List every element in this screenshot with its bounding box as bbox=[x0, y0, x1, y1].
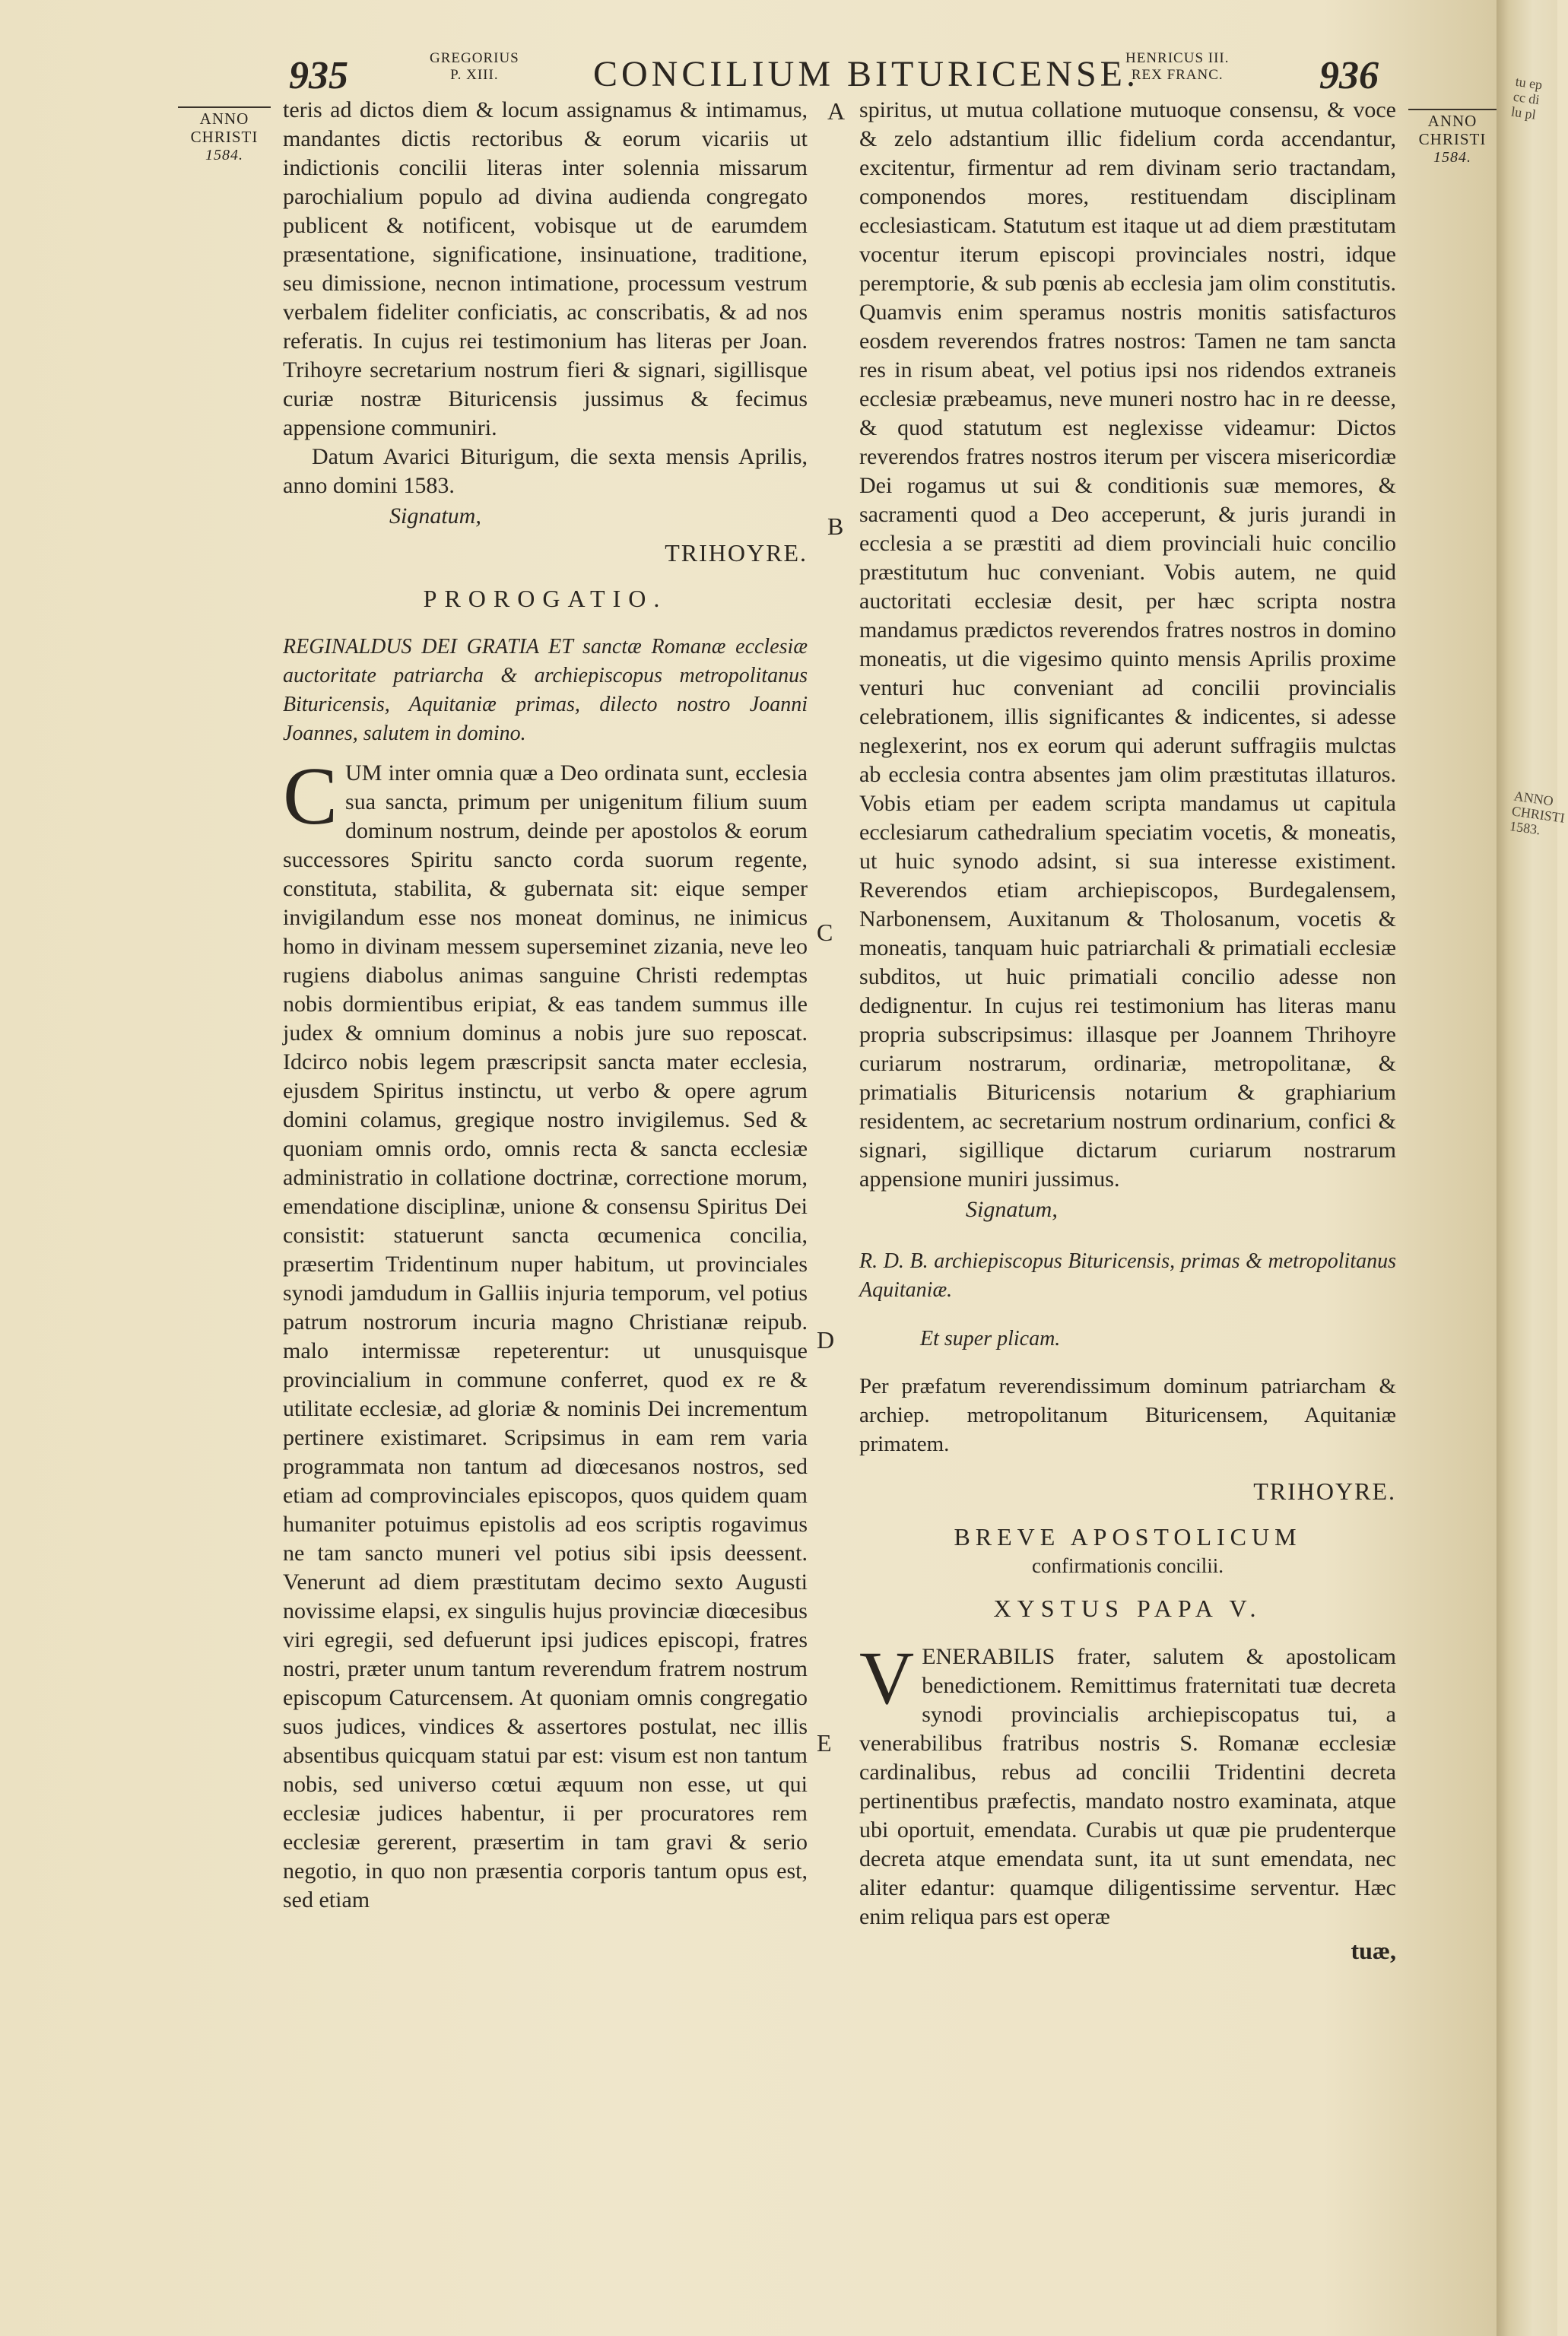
running-head-pope-name: GREGORIUS bbox=[430, 50, 519, 66]
prorogatio-text: UM inter omnia quæ a Deo ordinata sunt, ecclesia sua sancta, primum per unigenitum filium suum dominum nostrum, deinde per apostolos & eorum successores Spiritu sancto corda suorum regente, constituta, stabilita, & gubernata sit: eique semper invigilandum esse nos moneat dominus, ne inimicus homo in divinam messem superseminet zizania, neve leo rugiens diabolus animas sanguine Christi redemptas nobis dormientibus eripiat, & eas tandem summus ille judex & omnium dominus a nobis jure suo reposcat. Idcirco nobis legem præscripsit sancta mater ecclesia, ejusdem Spiritus instinctu, ut verbo & opere agrum domini colamus, gregique nostro invigilemus. Sed & quoniam omnis ordo, omnis recta & sancta ecclesiæ administratio in collatione doctrinæ, correctione morum, emendatione disciplinæ, unione & consensu Spiritus Dei consistit: statuerunt sancta œcumenica concilia, præsertim Tridentinum nuper habitum, ut provinciales synodi jamdudum in Galliis injuria temporum, vel potius patrum nostrorum incuria magno Christianæ reipub. malo intermissæ repeterentur: ut unusquisque provincialium in commune conferret, quod ex re & utilitate ecclesiæ, ad gloriæ & nominis Dei incrementum pertinere existimaret. Scripsimus in eam rem varia programmata non tantum ad diœcesanos nostros, sed etiam ad comprovinciales episcopos, quos quidem quam humaniter potuimus epistolis ad eos scriptis rogavimus ne tam sancto muneri vel potius sibi ipsis deessent. Venerunt ad diem præstitutam decimo sexto Augusti novissime elapsi, ex singulis hujus provinciæ diœcesibus viri egregii, sed defuerunt ipsi judices episcopi, fratres nostri, præter unum tantum reverendum fratrem nostrum episcopum Caturcensem. At quoniam omnis congregatio suos judices, vindices & assertores postulat, nec illis absentibus quicquam statui par est: visum est non tantum nobis, sed universo cœtui æquum non esse, ut qui ecclesiæ judices habentur, ii per procuratores rem ecclesiæ gererent, præsertim in tam gravi & serio negotio, in quo non præsentia corporis tantum opus est, sed etiam bbox=[283, 760, 808, 1912]
section-subheading-confirmationis: confirmationis concilii. bbox=[1032, 1554, 1224, 1577]
prorogatio-continuation: spiritus, ut mutua collatione mutuoque consensu, & voce & zelo adstantium illic fidelium corda accendantur, excitentur, firmentur ad rem divinam serio tractandam, componendos mores, restituendam disciplinam ecclesiasticam. Statutum est itaque ut ad diem præstitutam vocentur iterum episcopi provinciales nostri, idque peremptorie, & sub pœnis ab ecclesia jam olim constitutis. Quamvis enim speramus nostris monitis satisfacturos eosdem reverendos fratres nostros: Tamen ne tam sancta res in risum abeat, vel potius ipsi nos ridendos extraneis ecclesiæ præbeamus, neve muneri nostro hac in re deesse, & quod statutum est neglexisse videamur: Dictos reverendos fratres nostros iterum per viscera misericordiæ Dei rogamus ut sui & conditionis suæ memores, & sacramenti quod a Deo acceperunt, & juris jurandi in ecclesia a se præstiti ad diem provinciali huic concilio præstitutum huc conveniant. Vobis autem, ne quid auctoritati ecclesiæ desit, per hæc scripta nostra mandamus prædictos reverendos fratres nostros in domino moneatis, ut die vigesimo quinto mensis Aprilis proxime venturi huc conveniant ad concilii provincialis celebrationem, illis significantes & indicentes, si adesse neglexerint, nos ex eorum qui aderunt suffragiis mulctas ab ecclesia contra absentes jam olim præstitutas illaturos. Vobis etiam per eadem scripta mandamus ut capitula ecclesiarum cathedralium speciatim vocetis, & moneatis, ut huic synodo adsint, si sua interesse existiment. Reverendos etiam archiepiscopos, Burdegalensem, Narbonensem, Auxitanum & Tholosanum, vocetis & moneatis, tanquam huic patriarchali & primatiali ecclesiæ subditos, ut huic primatiali concilio adesse non dedignentur. In cujus rei testimonium has literas manu propria subscripsimus: illasque per Joannem Thrihoyre curiarum nostrarum, ordinariæ, metropolitanæ, & primatialis Bituricensis notarium & graphiarium residentem, ac secretarium nostrum ordinarium, confici & signari, sigillique dictarum curiarum nostrarum appensione muniri jussimus. bbox=[859, 97, 1396, 1192]
section-letter-d: D bbox=[817, 1326, 835, 1354]
running-head-king bbox=[1125, 50, 1230, 84]
page-gutter bbox=[1497, 0, 1566, 2336]
salutation-reginaldus: REGINALDUS DEI GRATIA ET sanctæ Romanæ ecclesiæ auctoritate patriarcha & archiepiscopus metropolitanus Bituricensis, Aquitaniæ primas, dilecto nostro Joanni Joannes, salutem in domino. bbox=[283, 635, 808, 745]
section-letter-e: E bbox=[817, 1729, 832, 1757]
breve-body bbox=[859, 1636, 1396, 1931]
section-heading-breve: BREVE APOSTOLICUM bbox=[954, 1523, 1302, 1550]
margin-note-anno: ANNO bbox=[178, 106, 271, 128]
running-head-pope-number: P. XIII. bbox=[450, 67, 499, 83]
margin-note-christi: CHRISTI bbox=[190, 128, 259, 146]
section-heading-prorogatio: PROROGATIO. bbox=[423, 585, 668, 612]
margin-note-christi: CHRISTI bbox=[1418, 130, 1487, 148]
breve-text: ENERABILIS frater, salutem & apostolicam benedictionem. Remittimus fraternitati tuæ decreta synodi provincialis archiepiscopatus tui, a venerabilibus fratribus nostris S. Romanæ ecclesiæ cardinalibus, rebus ad concilii Tridentini decreta pertinentibus præfectis, mandato nostro examinata, atque ubi oportuit, emendata. Curabis ut quæ pie prudenterque decreta atque emendata sunt, ita ut sunt emendata, nec aliter edantur: quamque diligentissime serventur. Hæc enim reliqua pars est operæ bbox=[859, 1644, 1396, 1929]
page-number-right: 936 bbox=[1319, 54, 1379, 97]
gutter-margin-note: tu ep cc di lu pl bbox=[1510, 73, 1544, 122]
running-head-king-title: REX FRANC. bbox=[1131, 67, 1224, 83]
drop-cap-v: V bbox=[859, 1636, 915, 1720]
signatum-label: Signatum, bbox=[389, 503, 481, 528]
prorogatio-body bbox=[283, 751, 808, 1915]
margin-note-year-right bbox=[1408, 109, 1497, 167]
signature-trihoyre: TRIHOYRE. bbox=[665, 539, 808, 567]
running-head-pope bbox=[430, 50, 519, 84]
gutter-margin-note-year: ANNO CHRISTI 1583. bbox=[1509, 788, 1566, 838]
margin-note-year-left bbox=[178, 106, 271, 164]
catchword: tuæ, bbox=[1351, 1937, 1396, 1964]
indiction-closing-paragraph: teris ad dictos diem & locum assignamus & intimamus, mandantes dictis rectoribus & eorum vicariis ut indictionis concilii literas inter solennia missarum parochialium populo ad divina audienda congregato publicent & notificent, vobisque ut de earumdem præsentatione, significatione, insinuatione, traditione, seu dimissione, necnon intimatione, processum vestrum verbalem fideliter conficiatis, ac conscribatis, & ad nos referatis. In cujus rei testimonium has literas per Joan. Trihoyre secretarium nostrum fieri & signari, sigillisque curiæ nostræ Bituricensis jussimus & fecimus appensione communiri. bbox=[283, 97, 808, 440]
datum-line: Datum Avarici Biturigum, die sexta mensis Aprilis, anno domini 1583. bbox=[283, 444, 808, 498]
margin-note-anno: ANNO bbox=[1408, 109, 1497, 130]
section-heading-xystus: XYSTUS PAPA V. bbox=[993, 1595, 1262, 1622]
section-letter-c: C bbox=[817, 919, 833, 946]
drop-cap-c: C bbox=[283, 751, 338, 842]
section-letter-a: A bbox=[827, 97, 846, 125]
section-letter-b: B bbox=[827, 513, 844, 540]
margin-note-year: 1584. bbox=[1433, 149, 1471, 166]
left-column bbox=[283, 96, 808, 1915]
per-praefatum-note: Per præfatum reverendissimum dominum patriarcham & archiep. metropolitanum Bituricensem, Aquitaniæ primatem. bbox=[859, 1374, 1396, 1456]
running-head-king-name: HENRICUS III. bbox=[1125, 50, 1230, 66]
margin-note-year: 1584. bbox=[205, 147, 243, 163]
super-plicam-note: Et super plicam. bbox=[920, 1327, 1061, 1350]
page-number-left: 935 bbox=[289, 54, 348, 97]
signature-trihoyre: TRIHOYRE. bbox=[1253, 1477, 1396, 1505]
archbishop-subscription: R. D. B. archiepiscopus Bituricensis, primas & metropolitanus Aquitaniæ. bbox=[859, 1249, 1396, 1302]
page-title: CONCILIUM BITURICENSE. bbox=[593, 54, 1139, 94]
signatum-label: Signatum, bbox=[966, 1197, 1058, 1222]
right-column bbox=[859, 96, 1396, 1965]
